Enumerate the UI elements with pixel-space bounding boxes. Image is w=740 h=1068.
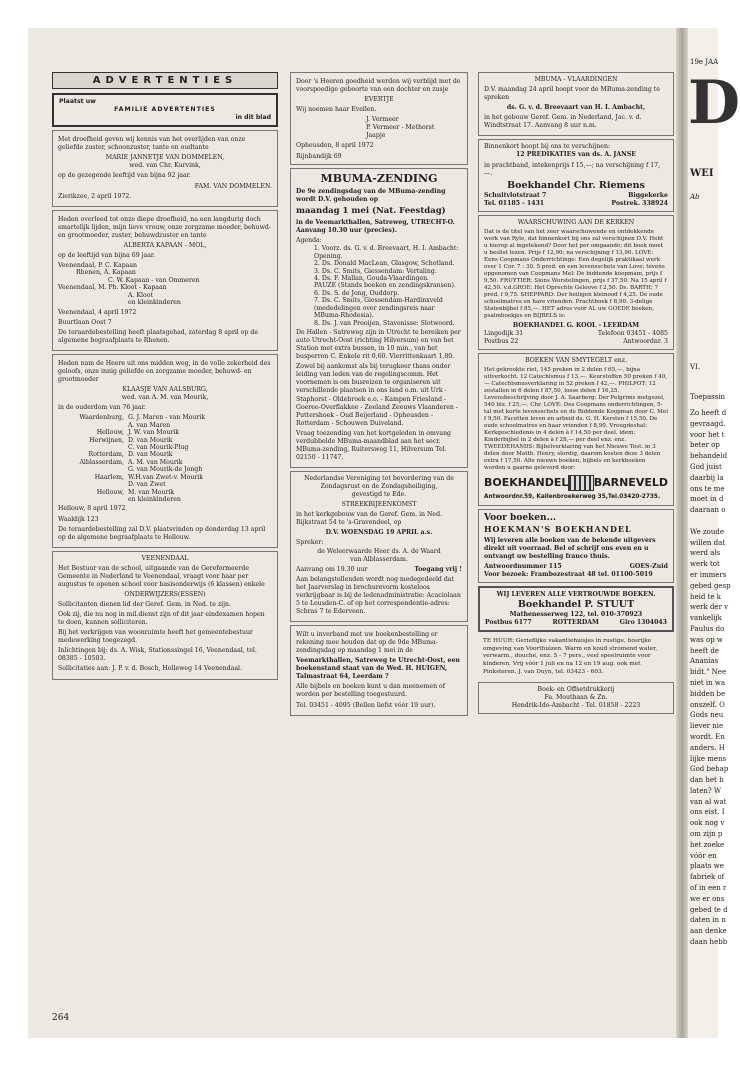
agenda-item: 7. Ds. C. Smits, Giessendam-Hardinxveld (mededelingen over zendingsreis naar MBuma-Rhodesia). — [314, 297, 443, 320]
text: Boek- en Offsetdrukkerij — [537, 686, 615, 694]
text: Ook zij, die nu nog in mil.dienst zijn of dit jaar eindexamen hopen te doen, kunnen solliciteren. — [58, 611, 265, 627]
text: Veenendaal, M. Ph. Kloot - Kapaan — [58, 284, 167, 292]
title: VEENENDAAL — [141, 554, 189, 562]
family-name: G. J. Maren - van Mourik — [128, 414, 206, 422]
text-line: aan denke — [690, 927, 727, 936]
text: De teraardebestelling zal D.V. plaatsvinden op donderdag 13 april op de algemene begraafplaats te Hellouw. — [58, 525, 266, 541]
text: Antwoordnr.59, Kallenbroekerweg 35,Tel.03420-2735. — [484, 493, 661, 500]
text: in de ouderdom van 76 jaar. — [58, 404, 146, 412]
text: Zierikzee, 2 april 1972. — [58, 192, 132, 200]
column-middle — [290, 72, 468, 719]
stuut-ad — [478, 586, 674, 633]
text: 12 PREDIKATIES van ds. A. JANSE — [515, 151, 636, 159]
text: Het gekrookte riet, 145 preken in 2 delen f 65,—, bijna uitverkocht. 12 Catechismus f 13,—. Keurstoffen 50 preken f 40,— Catechismusverklaring in 52 preken f 42,—. PHILPOT: 12 zestallen in 6 delen f 87,50, losse delen f 16,25. Levensbeschrijving door J. A. Saarberg: Der Pelgrims metgezel, 540 blz. f 25,—. Chr. LOVE: Des Coopmans onderrichtingen, 5-tal met korte levensschets en de Biddende Koopman door C. Mel f 9,50. Facetten leven en arbeid ds. G. H. Kersten f 15,50. De oude schoolmatres en haar vrienden f 8,90. Vreugdeshal: Kerkgeschiedenis in 4 delen à f 14,50 per deel. idem: Kinderbijbel in 2 delen à f 28,— per deel enz. enz. TWEEDEHANDS: Bijbelverklaring van het Nieuwe Test. in 3 delen door Matth. Henry, slordig, daarom kosten deze 3 delen extra f 17,50. Alle nieuwe boeken, bijbels en kerkboeken worden u gaarne geleverd door: — [484, 367, 669, 471]
text: in prachtband, intekenprijs f 15,—; na verschijning f 17,—. — [484, 161, 661, 177]
text: Sollicitaties aan: J. P. v. d. Bosch, Holleweg 14 Veenendaal. — [58, 665, 243, 673]
text-line: bidden be — [690, 689, 726, 698]
text: De teraardebestelling heeft plaatsgehad, zaterdag 8 april op de algemene begraafplaats te Rhenen. — [58, 328, 259, 344]
family-row — [58, 451, 272, 458]
text: Opheusden, 8 april 1972 — [296, 142, 374, 150]
shop-building-icon — [568, 475, 593, 491]
text-line: daarbij la — [690, 473, 724, 482]
text-line: ons te me — [690, 484, 725, 493]
text-line: we er ons — [690, 894, 725, 903]
family-name: D. van Mourik — [128, 451, 173, 459]
text: wed. van Chr. Kurvink, — [129, 162, 201, 170]
page-gutter — [676, 28, 688, 1038]
text-line: God behap — [690, 765, 729, 774]
name: MARIE JANNETJE VAN DOMMELEN, — [105, 154, 225, 162]
text: A. Kloot — [128, 291, 153, 299]
text-line: er immers — [690, 570, 727, 579]
next-page-strip — [688, 28, 740, 1038]
text-line: daten in n — [690, 916, 726, 925]
agenda-list — [296, 245, 462, 327]
text: Sollicitanten dienen lid der Geref. Gem. in Ned. te zijn. — [58, 601, 231, 608]
text-line: het zoeke — [690, 840, 725, 849]
place: Rotterdam, — [88, 451, 124, 459]
place — [58, 496, 128, 503]
text: Wij leveren alle boeken van de bekende uitgevers direkt uit voorraad. Bel of schrijf ons even en u ontvangt uw bestelling franco thuis. — [484, 536, 656, 560]
text: Zowel bij aankomst als bij terugkeer thans onder leiding van leden van de regelingscomm. Het voornemen is om busreizen te organiseren uit verschillende plaatsen in ons land o.m. uit Urk - Staphorst - Oldebroek e.o. - Kampen Friesland - Goeree-Overflakkee - Zeeland Zeeuws Vlaanderen - Puttershoek - Oud Beijerland - Opheusden - Rotterdam - Schouwen Duiveland. — [296, 363, 458, 427]
family-name: D. van Zwet — [128, 481, 166, 489]
drukkerij-ad — [478, 682, 674, 714]
text: Wilt u inverband met uw boekenbestelling er rekening mee houden dat op de 9de MBuma-zendingsdag op maandag 1 mei in de — [296, 631, 438, 655]
family-name: J. W. van Mourik — [128, 429, 180, 437]
text-line: liever nie — [690, 722, 724, 731]
text: Waaldijk 123 — [58, 515, 99, 523]
name: ALBERTA KAPAAN - MOL, — [123, 241, 207, 249]
text: Toegang vrij ! — [414, 565, 462, 573]
text-line: wordt. En — [690, 732, 725, 741]
text: Inlichtingen bij: ds. A. Wisk, Stationssingel 16, Veenendaal, tel. 08385 - 10503. — [58, 647, 257, 663]
family-name: A. van Maren — [128, 421, 171, 429]
obituary-aalsburg — [52, 354, 278, 548]
text: Veenendaal, P. C. Kapaan — [58, 261, 138, 269]
vacancy-veenendaal — [52, 551, 278, 680]
family-row — [58, 422, 272, 429]
agenda-item: 3. Ds. C. Smits, Giessendam: Vertaling. — [314, 267, 437, 275]
text-line: om zijn p — [690, 830, 723, 839]
text: Heden overleed tot onze diepe droefheid, na een langdurig doch smartelijk lijden, mijn lieve vrouw, onze zorgzame moeder, behuwd- en grootmoeder, zuster, behuwdzuster en tante — [58, 215, 271, 239]
text: gevestigd te Ede. — [351, 491, 407, 499]
family-row — [58, 496, 272, 503]
text: Postbus 22 — [484, 338, 519, 346]
text-line: was op w — [690, 635, 723, 644]
text: Met droefheid geven wij kennis van het overlijden van onze geliefde zuster, schoonzuster, tante en oudtante — [58, 136, 246, 152]
agenda-item: 4. Ds. F. Mallan, Gouda-Vlaardingen. — [314, 274, 430, 282]
text: Mathenesserweg 122, tel. 010-370923 — [509, 611, 643, 619]
text-line: Zo heeft d — [690, 409, 727, 417]
text: Dat is de titel van het zeer waarschuwende en ontdekkende werk van Ryle, dat binnenkort bij ons zal verschijnen D.V. Hebt u hierop al ingetekend? Door het per omgaande; dit boek moet u beslist lezen. Prijs f 12,90; na verschijning f 13,90. LOVE: Eens Coopmans Onderrichtinge: Een degelijk praktikaal werk over 1 Cor. 7 : 30. 5 pred. en een levensschets van Love; tevens opgenomen van Coopmans Mel: De biddende koopmam, prijs f 9,50. FRUYTIER: Sions Worstelingen, prijs f 37,50. Na 15 april f 42,50. v.d.GROE: Het Oprechte Geloove f 2,50. Ds. BARTH; 7 pred. f 9,75. SHEPPARD: Der heiligen kleinood f 4,25. De oude schoolmatres en hare vrienden. Prachtboek f 8,90. 3-delige Statenbijbel f 85,—. HET adres voor AL uw GOEDE boeken, psalmboekjes en BIJBELS is: — [484, 229, 667, 319]
text: Alle bijbels en boeken kunt u dan meenemen of worden per bestelling toegestuurd. — [296, 683, 446, 699]
text: in het kerkgebouw van de Geref. Gem. in Ned. Rijkstraat 54 te 's-Gravendeel, op — [296, 511, 442, 527]
place: Alblasserdam, — [79, 458, 124, 466]
text-line: ook nog v — [690, 819, 725, 828]
text-line: gevraagd. — [690, 419, 726, 428]
text: TE HUUR: Gerieflijke vakantiehuisjes in rustige, bosrijke omgeving van Voorthuizen. Warm en koud stromend water, verwarm., douche, enz. 5 - 7 pers., veel speelruimte voor kinderen. Vrij vóór 1 juli en na 12 en 19 aug. ook met Pinksteren. J. van Duyn, tel. 03423 - 603. — [483, 638, 658, 675]
text: wed. van A. M. van Mourik, — [121, 394, 209, 402]
text: Buurtlaan Oost 7 — [58, 318, 112, 326]
text: D.V. maandag 24 april hoopt voor de MBuma-zending te spreken — [484, 86, 660, 102]
place — [58, 481, 128, 488]
text: Jaapje — [366, 132, 386, 140]
vereniging-ad — [290, 471, 468, 622]
text: van Alblasserdam. — [350, 555, 408, 563]
shop-name: HOEKMAN'S BOEKHANDEL — [484, 524, 632, 535]
text: Postrek. 338924 — [611, 200, 668, 208]
text: de Weleerwaarde Heer ds. A. de Waard — [317, 547, 441, 555]
text: op de leeftijd van bijna 69 jaar. — [58, 251, 156, 259]
title: WAARSCHUWING AAN DE KERKEN — [517, 219, 635, 227]
place — [58, 466, 128, 473]
text: FAM. VAN DOMMELEN. — [194, 182, 272, 190]
family-row — [58, 474, 272, 481]
text-line: anders. H — [690, 743, 725, 752]
agenda-item: 6. Ds. S. de Jong, Ouddorp. — [314, 289, 400, 297]
text: BOEKHANDEL — [484, 475, 569, 489]
place: Hellouw, — [96, 488, 124, 496]
text-line: van al wat — [690, 797, 727, 806]
shop-name: Boekhandel Chr. Riemens — [507, 179, 645, 191]
text-line: daaraan o — [690, 506, 726, 515]
text: 19e JAA — [690, 58, 719, 66]
notice-line: in dit blad — [235, 114, 271, 122]
text-line: ons eist. I — [690, 808, 725, 817]
family-name: M. van Mourik — [128, 488, 175, 496]
text-line: laten? W — [690, 786, 722, 795]
family-row — [58, 444, 272, 451]
family-row — [58, 429, 272, 436]
name: EVERTJE — [364, 96, 394, 104]
hoekman-ad — [478, 509, 674, 583]
text-line: werd als — [690, 549, 721, 558]
date: maandag 1 mei (Nat. Feestdag) — [296, 205, 446, 216]
title: BOEKEN VAN SMYTEGELT enz. — [524, 357, 627, 365]
text: Hellouw, 8 april 1972 — [58, 505, 126, 513]
text: Rijnbandijk 69 — [296, 152, 342, 160]
title: MBUMA-ZENDING — [320, 171, 438, 185]
text: Spreker: — [296, 539, 324, 547]
place: Herwijnen, — [89, 436, 124, 444]
riemens-ad — [478, 139, 674, 212]
obituary-kapaan — [52, 210, 278, 351]
section-header: ADVERTENTIES — [52, 72, 278, 89]
text: Aanvang om 19.30 uur — [296, 565, 368, 573]
title: MBUMA - VLAARDINGEN — [534, 76, 618, 83]
text: en kleinkinderen — [128, 299, 181, 307]
text-line: willen dat — [690, 538, 726, 547]
text-line — [690, 516, 731, 527]
name: KLAASJE VAN AALSBURG, — [122, 386, 208, 393]
family-name: D. van Mourik — [128, 436, 173, 444]
place — [58, 422, 128, 429]
text: Toepassin — [690, 393, 726, 401]
text: WIJ LEVEREN ALLE VERTROUWDE BOEKEN. — [496, 590, 656, 598]
text: Vraag toezending van het kortgeleden in omvang verdubbelde MBuma-maandblad aan het secr. MBuma-zending, Ruitersweg 11, Hilversum Tel. 02150 - 11747. — [296, 429, 452, 461]
mbuma-vlaardingen-ad — [478, 72, 674, 136]
text-line: lijke mens — [690, 754, 727, 763]
family-name: G. van Mourik-de Jongh — [128, 466, 203, 474]
text: op de gezegende leeftijd van bijna 92 jaar. — [58, 172, 191, 180]
notice-line: Plaatst uw — [59, 98, 96, 105]
waarschuwing-ad — [478, 215, 674, 350]
text: Schuitvlotstraat 7 — [484, 191, 547, 199]
place: Haarlem, — [94, 473, 124, 481]
family-row — [58, 437, 272, 444]
text: Giro 1304043 — [619, 619, 667, 627]
text-line: Paulus do — [690, 624, 725, 633]
text-line: God juist — [690, 462, 722, 471]
text: Tel. 03451 - 4095 (Bellen liefst vóór 19 uur). — [296, 701, 436, 709]
text: Lingedijk 31 — [484, 330, 524, 338]
text: Door 's Heeren goedheid werden wij verblijd met de voorspoedige geboorte van een dochter en zusje — [296, 78, 461, 94]
agenda-item: PAUZE (Stands boeken en zendingskransen). — [314, 282, 456, 290]
text: Het Bestuur van de school, uitgaande van de Gereformeerde Gemeente in Nederland te Veenendaal, vraagt voor haar per augustus te openen school voor basisonderwijs (6 klassen) enkele — [58, 564, 265, 588]
text: Nederlandse Vereniging tot bevordering van de Zondagsrust en de Zondagsheiliging, — [304, 475, 454, 491]
text: ds. G. v. d. Breevaart van H. I. Ambacht, — [506, 104, 646, 112]
shop-name: BOEKHANDEL G. KOOL - LEERDAM — [512, 321, 640, 329]
text: Antwoordnummer 115 — [484, 562, 562, 570]
column-left — [52, 72, 278, 683]
family-row — [58, 414, 272, 421]
text: Binnenkort hoopt bij ons te verschijnen: — [484, 143, 611, 151]
family-name: A. M. van Mourik — [128, 458, 183, 466]
text-line: voor het t — [690, 430, 725, 439]
text-line: werk tot — [690, 560, 720, 569]
bookshop-logo — [484, 475, 668, 491]
date: D.V. WOENSDAG 19 APRIL a.s. — [325, 529, 433, 537]
text: Fa. Mouthaan & Zn. — [544, 694, 608, 702]
notice-line: FAMILIE ADVERTENTIES — [114, 106, 216, 114]
text: Hendrik-Ido-Ambacht - Tel. 01858 - 2223 — [511, 702, 641, 710]
text: Veemarkthallen, Satreweg te Utrecht-Oost, een boekenstand staat van de Wed. H. HUIGEN, Talmastraat 64, Leerdam ? — [296, 657, 460, 681]
text: VI. — [690, 363, 701, 371]
text: Antwoordnr. 3 — [623, 338, 668, 346]
column-text — [690, 408, 731, 948]
text-line: Ananias — [690, 657, 719, 666]
text: De Hallen - Satreweg zijn in Utrecht te bereiken per auto Utrecht-Oost (richting Hilversum) en van het Station met extra bussen, in 10 min., van het busperron C. Enkele rit 0,60. Vierrittenkaart 1,80. — [296, 329, 461, 361]
text: Aan belangstellenden wordt nog medegedeeld dat het Jaarverslag in brochurevorm kosteloos verkrijgbaar is bij de ledenadministratie: Acaciolaan 5 te Leusden-C. of op het correspondentie-adres: Schras 7 te Ederveen. — [296, 575, 461, 615]
title: ONDERWIJZERS(ESSEN) — [124, 590, 206, 598]
text-line: fabriek of — [690, 873, 725, 882]
text: Telefoon 03451 - 4085 — [597, 330, 668, 338]
text-line: gebed te d — [690, 905, 728, 914]
text-line: Gods neu — [690, 711, 724, 720]
text-line: werk der v — [690, 603, 729, 612]
text: ROTTERDAM — [552, 619, 599, 627]
text-line: heeft de — [690, 646, 720, 655]
text-line: beter op — [690, 441, 720, 450]
text: Veenendaal, 4 april 1972 — [58, 308, 137, 316]
text: WEI — [690, 168, 714, 179]
masthead-letter: D — [688, 68, 740, 138]
text-line: vankelijk — [690, 614, 722, 623]
text-line: daan hebb — [690, 938, 728, 947]
place — [58, 444, 128, 451]
huur-ad — [478, 635, 674, 679]
title: STREEKBIJEENKOMST — [341, 501, 417, 509]
text: Voor bezoek: Frambozestraat 48 tel. 01100-5019 — [484, 570, 653, 578]
text: Agenda: — [296, 237, 322, 245]
text-line: heid te k — [690, 592, 722, 601]
family-name: C. van Mourik-Plug — [128, 443, 189, 451]
text: Wij noemen haar Evellen. — [296, 106, 377, 114]
family-name: W.H.van Zwet-v. Mourik — [128, 473, 204, 481]
family-row — [58, 481, 272, 488]
title: Voor boeken... — [484, 512, 556, 523]
family-row — [58, 459, 272, 466]
text-line: vóór en — [690, 851, 717, 860]
family-name: en kleinkinderen — [128, 496, 181, 503]
newspaper-page — [28, 28, 740, 1038]
text: Tel. 01185 - 1431 — [484, 200, 545, 208]
text-line: moet in d — [690, 495, 724, 504]
text: C. W. Kapaan - van Ommeren — [108, 276, 200, 284]
text: Heden nam de Heere uit ons midden weg, in de volle zekerheid des geloofs, onze innig geliefde en zorgzame moeder, behuwd- en grootmoeder — [58, 359, 271, 383]
text-line: gebed gesp — [690, 581, 731, 590]
text: De 9e zendingsdag van de MBuma-zending wordt D.V. gehouden op — [296, 187, 446, 203]
text: in de Veemarkthallen, Satreweg, UTRECHT-O. Aanvang 10.30 uur (precies). — [296, 219, 455, 235]
text: Ab — [690, 193, 700, 201]
text-line: of in een r — [690, 884, 727, 893]
birth-announcement — [290, 72, 468, 165]
text-line: plaats we — [690, 862, 724, 871]
text: Bij het verkrijgen van woonruimte heeft het gemeentebestuur medewerking toegezegd. — [58, 629, 253, 645]
text: P. Vermeer - Methorst — [366, 124, 435, 132]
text: BARNEVELD — [593, 475, 668, 489]
agenda-item: 2. Ds. Donald MacLean, Glasgow, Schotland. — [314, 260, 455, 268]
text: GOES-Zuid — [629, 562, 668, 570]
smytegelt-ad — [478, 353, 674, 505]
notice-box — [52, 93, 278, 127]
text-line: bidt." Nee — [690, 668, 727, 677]
text: Postbus 6177 — [485, 619, 532, 627]
text: Biggekerke — [628, 191, 668, 199]
agenda-item: 1. Voorz. ds. G. v. d. Breevaart, H. I. Ambacht: Opening. — [314, 245, 459, 260]
family-row — [58, 489, 272, 496]
mbuma-zending-ad — [290, 168, 468, 468]
text-line: niet in wa — [690, 678, 726, 687]
text-line: We zoude — [690, 527, 725, 536]
text: Rhenen, A. Kapaan — [76, 269, 136, 277]
text: J. Vermeer — [366, 116, 399, 124]
obituary-dommelen — [52, 130, 278, 206]
family-list — [58, 414, 272, 503]
shop-name: Boekhandel P. STUUT — [517, 598, 635, 610]
text: in het gebouw Geref. Gem. in Nederland, Jac. v. d. Windtstraat 17. Aanvang 8 uur n.m. — [484, 114, 642, 130]
page-number: 264 — [52, 1013, 70, 1023]
text-line: behandeld — [690, 452, 728, 461]
place: Waardenburg, — [79, 414, 124, 422]
family-row — [58, 466, 272, 473]
text-line: dan het b — [690, 776, 724, 785]
column-right — [478, 72, 674, 717]
text-line: onszelf. O — [690, 700, 725, 709]
agenda-item: 8. Ds. J. van Prooijen, Stavenisse: Slotwoord. — [314, 319, 455, 327]
place: Hellouw, — [96, 429, 124, 437]
huigen-ad — [290, 625, 468, 716]
